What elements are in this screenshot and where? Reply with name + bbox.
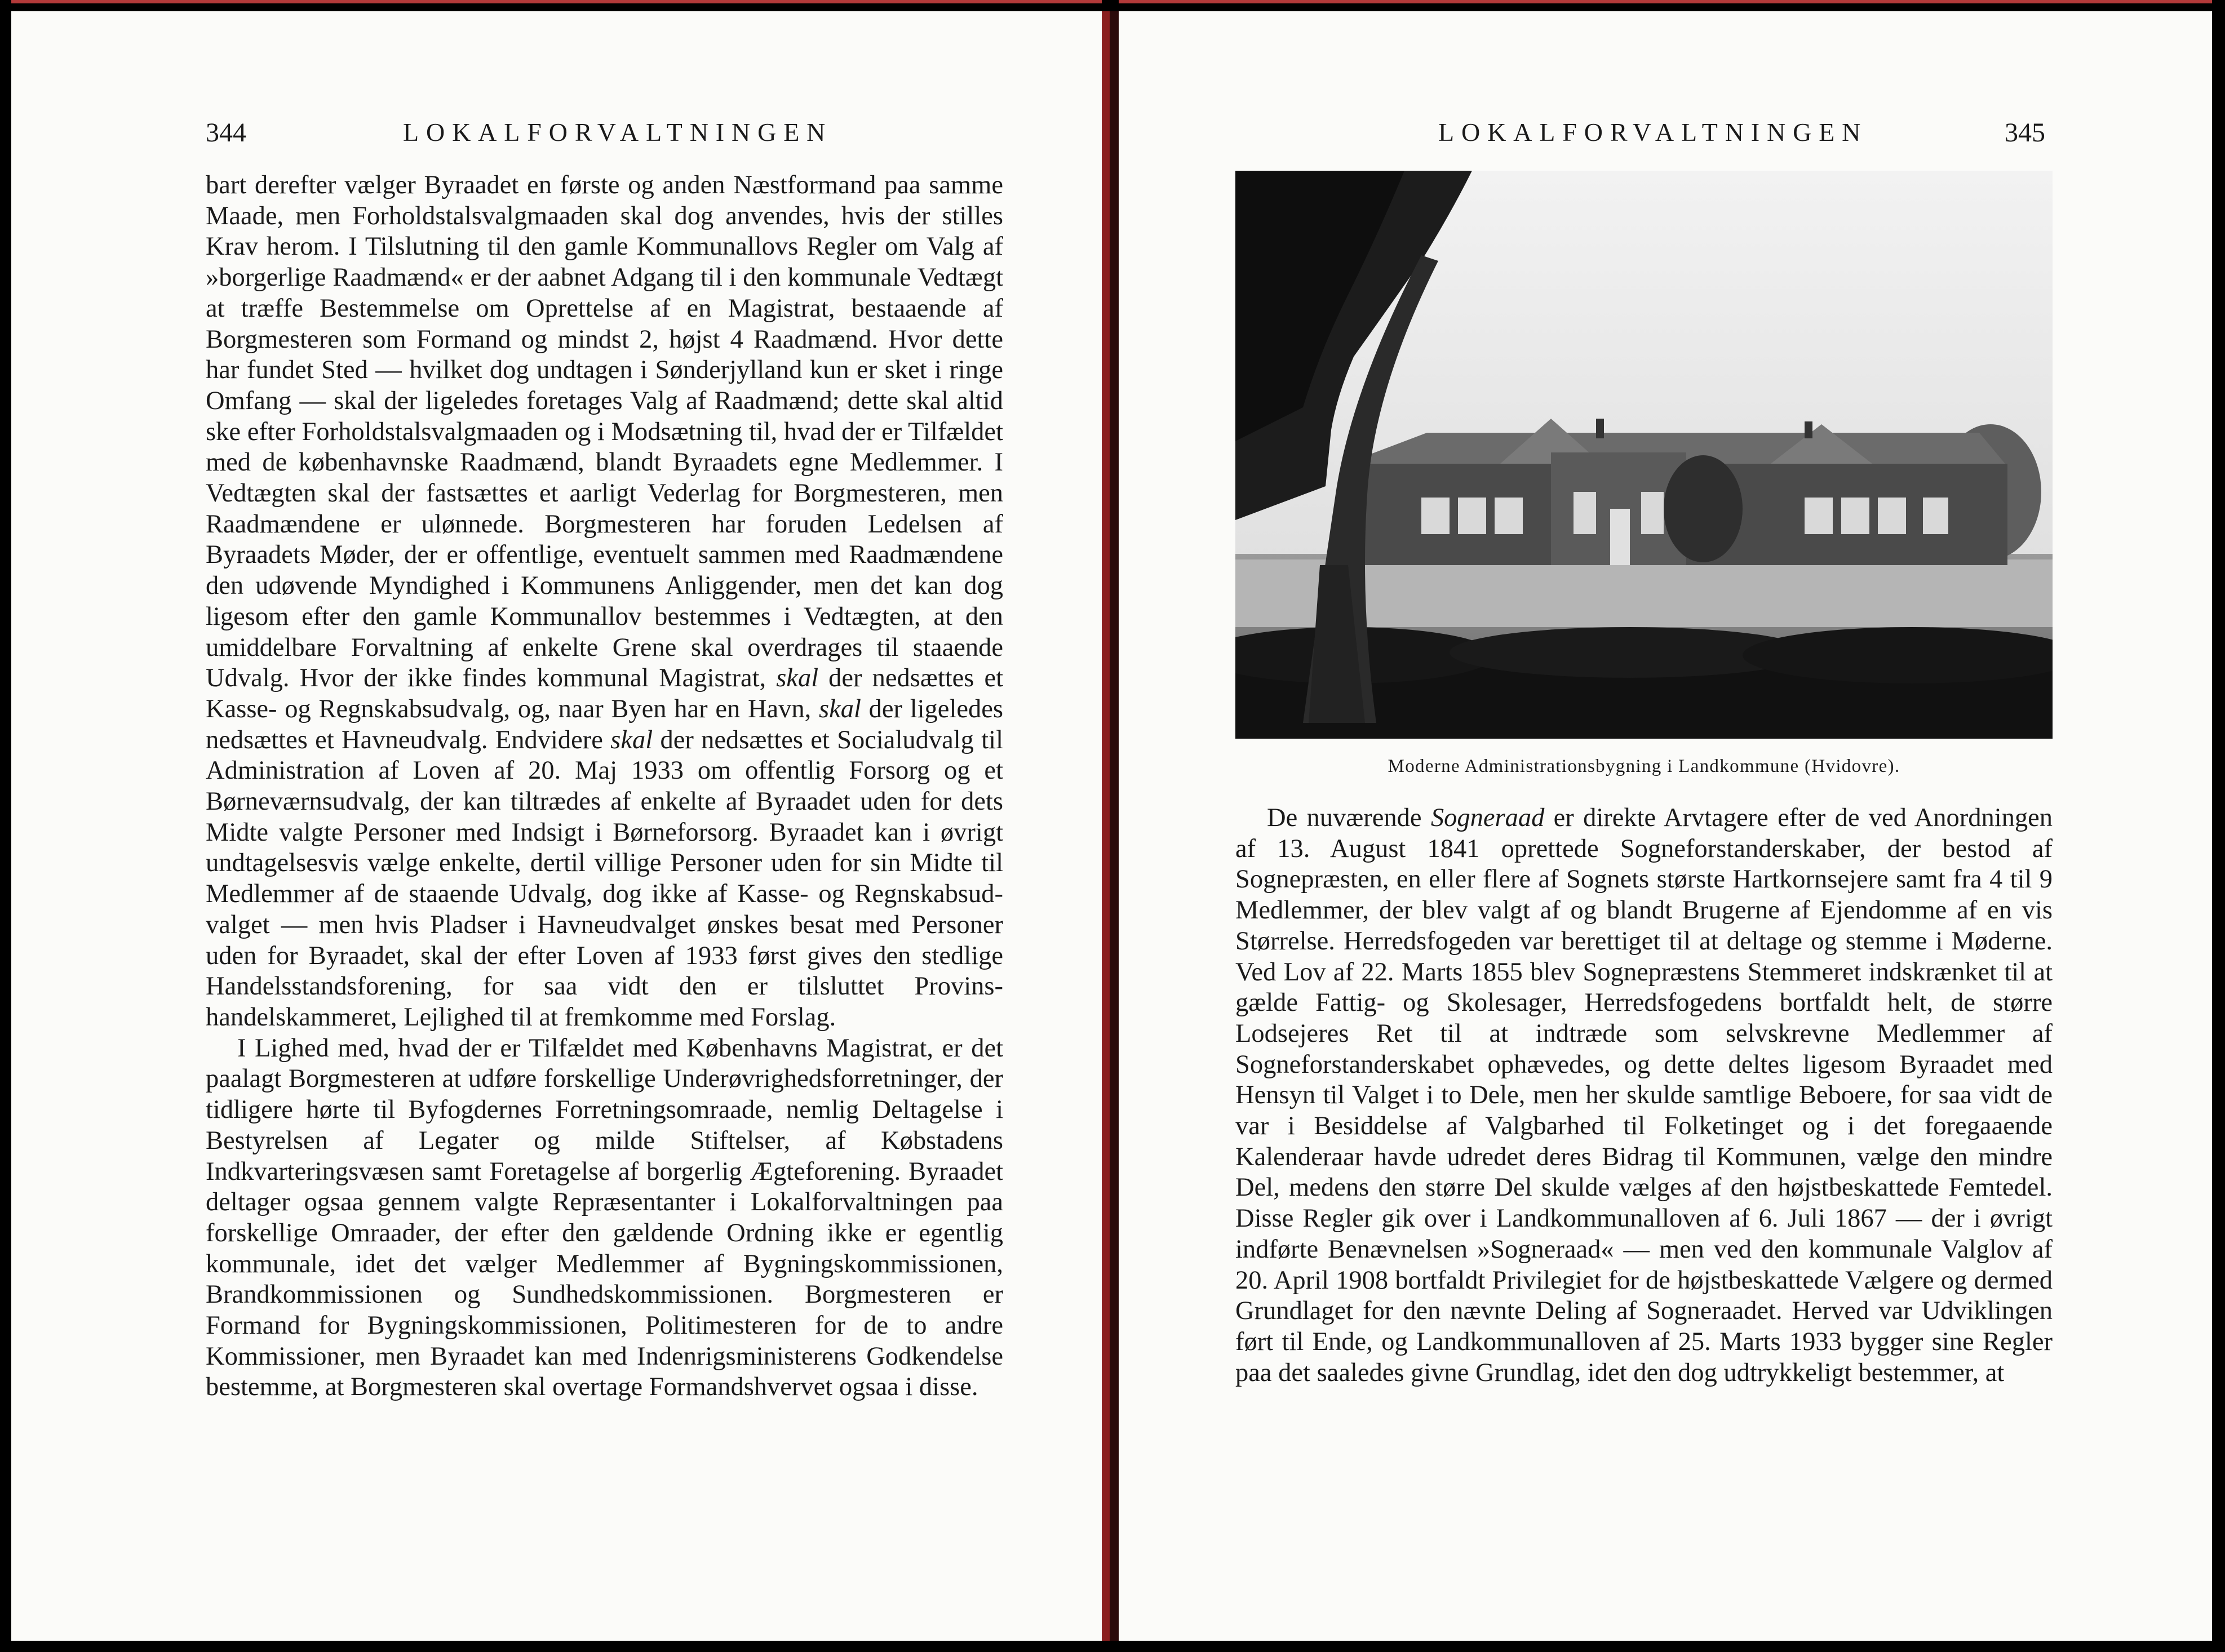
building-photograph — [1235, 171, 2053, 739]
page-number-right: 345 — [2005, 118, 2045, 148]
page-number-left: 344 — [206, 118, 246, 148]
right-page-body — [1235, 803, 2053, 1388]
paragraph: De nuværende Sogneraad er direkte Arvtagere efter de ved Anordningen af 13. August 1841 oprettede Sogneforstanderskaber, der bestod af Sognepræsten, en eller flere af Sognets største Hartkornsejere samt fra 4 til 9 Medlemmer, der blev valgt af og blandt Brugerne af Ejendomme af en vis Størrelse. Herredsfogeden var berettiget til at deltage og stemme i Møderne. Ved Lov af 22. Marts 1855 blev Sognepræstens Stemmeret indskrænket til at gælde Fattig- og Skolesager, Herredsfogedens bortfaldt helt, de større Lodsejeres Ret til at indtræde som selvskrevne Medlemmer af Sogneforstanderskabet ophævedes, og dette deltes ligesom Byraadet med Hensyn til Valget i to Dele, men her skulde samtlige Beboere, for saa vidt de var i Besiddelse af Valgbarhed til Folketinget og i det foregaaende Kalenderaar havde udredet deres Bidrag til Kommunen, vælge den mindre Del, medens den større Del skulde vælges af den højstbeskattede Femtedel. Disse Regler gik over i Landkommunalloven af 6. Juli 1867 — der i øvrigt indførte Benævnelsen »Sogneraad« — men ved den kommunale Valglov af 20. April 1908 bortfaldt Privilegiet for de højstbeskattede Vælgere og dermed Grundlaget for den nævnte Deling af Sogneraadet. Herved var Udviklingen ført til Ende, og Landkommunalloven af 25. Marts 1933 bygger sine Regler paa det saaledes givne Grundlag, idet den dog udtrykkeligt bestemmer, at — [1235, 803, 2053, 1387]
running-head-right: LOKALFORVALTNINGEN — [1438, 118, 1868, 146]
paragraph: I Lighed med, hvad der er Tilfældet med Københavns Magistrat, er det paalagt Borgmesteren at udføre forskellige Underøvrighedsforretninger, der tidligere hørte til Byfogdernes Forretningsomraade, nemlig Deltagelse i Bestyrelsen af Legater og milde Stiftelser, af Købstadens Indkvarteringsvæsen samt Foretagelse af borgerlig Ægteforening. Byraadet deltager ogsaa gennem valgte Repræsentanter i Lokalforvaltningen paa forskellige Omraader, der efter den gældende Ordning ikke er egentlig kommunale, idet det vælger Medlemmer af Bygningskommissionen, Brandkommissionen og Sundhedskommissionen. Borgmesteren er Formand for Bygningskommissionen, Politimesteren for de to andre Kommissioner, men Byraadet kan med Indenrigsministerens Godkendelse bestemme, at Borgmesteren skal overtage Formandshvervet ogsaa i disse. — [206, 1033, 1003, 1402]
paragraph: bart derefter vælger Byraadet en første og anden Næstformand paa samme Maade, men Forholdstalsvalgmaaden skal dog anvendes, hvis der stilles Krav herom. I Tilslutning til den gamle Kommunallovs Regler om Valg af »borgerlige Raadmænd« er der aabnet Adgang til i den kommunale Vedtægt at træffe Bestemmelse om Oprettelse af en Magistrat, bestaaende af Borgmesteren som Formand og mindst 2, højst 4 Raadmænd. Hvor dette har fundet Sted — hvilket dog undtagen i Sønderjylland kun er sket i ringe Omfang — skal der ligeledes foretages Valg af Raadmænd; dette skal altid ske efter Forholdstalsvalgmaaden og i Modsætning til, hvad der er Tilfældet med de københavnske Raadmænd, blandt Byraadets egne Medlemmer. I Vedtægten skal der fastsættes et aarligt Vederlag for Borgmesteren, men Raadmændene er ulønnede. Borgmesteren har foruden Ledelsen af Byraadets Møder, der er offentlige, eventuelt sammen med Raadmændene den udøvende Myndighed i Kommunens Anliggender, men det kan dog ligesom efter den gamle Kommunallov bestemmes i Vedtægten, at den umiddelbare Forvaltning af enkelte Grene skal overdrages til staaende Udvalg. Hvor der ikke findes kommunal Magistrat, skal der nedsættes et Kasse- og Regnskabsudvalg, og, naar Byen har en Havn, skal der ligeledes nedsættes et Havneudvalg. Endvidere skal der nedsættes et Socialudvalg til Administration af Loven af 20. Maj 1933 om offentlig Forsorg og et Børneværnsudvalg, der kan tiltrædes af enkelte af Byraadet uden for dets Midte valgte Personer med Indsigt i Børneforsorg. Byraadet kan i øvrigt undtagelsesvis vælge enkelte, dertil villige Personer uden for sin Midte til Medlemmer af de staaende Udvalg, dog ikke af Kasse- og Regnskabsudvalget — men hvis Pladser i Havneudvalget ønskes besat med Personer uden for Byraadet, skal der efter Loven af 1933 først gives den stedlige Handelsstandsforening, for saa vidt den er tilsluttet Provinshandelskammeret, Lejlighed til at fremkomme med Forslag. — [206, 171, 1003, 1032]
running-head-left: LOKALFORVALTNINGEN — [403, 118, 833, 146]
book-edge-left — [11, 0, 1102, 3]
left-page-body — [206, 170, 1003, 1403]
book-gutter — [1110, 11, 1119, 1641]
book-spine — [1102, 11, 1110, 1641]
book-edge-right — [1119, 0, 2212, 3]
figure-caption: Moderne Administrationsbygning i Landkommune (Hvidovre). — [1388, 756, 1900, 776]
